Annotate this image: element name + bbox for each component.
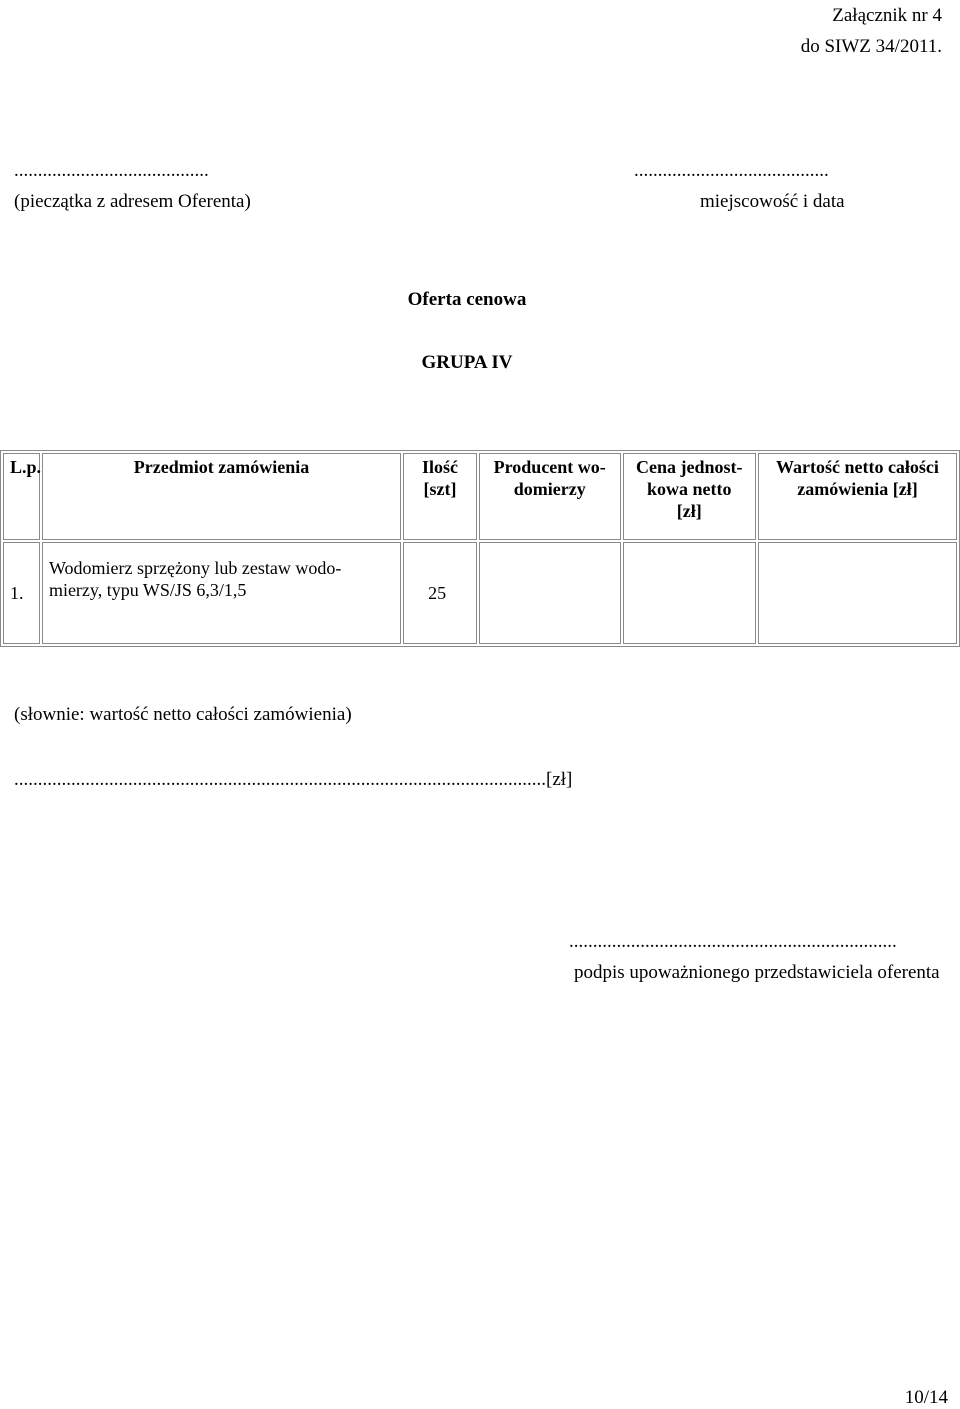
stamp-label: (pieczątka z adresem Oferenta) bbox=[14, 191, 251, 212]
header-unit-price bbox=[623, 453, 756, 540]
header-quantity bbox=[403, 453, 477, 540]
header-quantity-line2: [szt] bbox=[423, 479, 457, 499]
signature-dots: ..................................................................... bbox=[569, 931, 897, 952]
appendix-reference: do SIWZ 34/2011. bbox=[800, 36, 942, 57]
table-row bbox=[3, 542, 957, 644]
row-subject-line1: Wodomierz sprzężony lub zestaw wodo- bbox=[48, 558, 342, 578]
header-total-line2: zamówienia [zł] bbox=[797, 479, 918, 499]
header-total-line1: Wartość netto całości bbox=[775, 457, 939, 477]
place-date-dots: ......................................... bbox=[634, 160, 829, 181]
table-header-row bbox=[3, 453, 957, 540]
header-unit-price-line2: kowa netto bbox=[646, 479, 732, 499]
header-total-value bbox=[758, 453, 957, 540]
row-total-value-field[interactable] bbox=[758, 542, 957, 644]
signature-label: podpis upoważnionego przedstawiciela oferenta bbox=[574, 962, 940, 983]
amount-in-words-line: ................................................................................................................[zł] bbox=[14, 769, 573, 790]
row-quantity: 25 bbox=[403, 542, 477, 644]
header-lp: L.p. bbox=[3, 453, 40, 540]
stamp-dots: ......................................... bbox=[14, 160, 209, 181]
header-producer bbox=[479, 453, 621, 540]
group-title: GRUPA IV bbox=[421, 352, 513, 373]
header-producer-line2: domierzy bbox=[513, 479, 586, 499]
row-producer-field[interactable] bbox=[479, 542, 621, 644]
row-unit-price-field[interactable] bbox=[623, 542, 756, 644]
row-subject-line2: mierzy, typu WS/JS 6,3/1,5 bbox=[48, 580, 247, 600]
header-unit-price-line3: [zł] bbox=[676, 501, 702, 521]
header-quantity-line1: Ilość bbox=[422, 457, 458, 477]
page-number: 10/14 bbox=[904, 1387, 948, 1408]
place-date-label: miejscowość i data bbox=[700, 191, 845, 212]
amount-in-words-label: (słownie: wartość netto całości zamówienia) bbox=[14, 704, 352, 725]
appendix-number: Załącznik nr 4 bbox=[832, 5, 942, 26]
header-producer-line1: Producent wo- bbox=[493, 457, 606, 477]
row-subject bbox=[42, 542, 401, 644]
appendix-header bbox=[801, 0, 942, 62]
row-lp: 1. bbox=[3, 542, 40, 644]
header-unit-price-line1: Cena jednost- bbox=[635, 457, 743, 477]
offer-title: Oferta cenowa bbox=[407, 289, 527, 310]
offer-table bbox=[0, 450, 960, 647]
header-subject: Przedmiot zamówienia bbox=[42, 453, 401, 540]
